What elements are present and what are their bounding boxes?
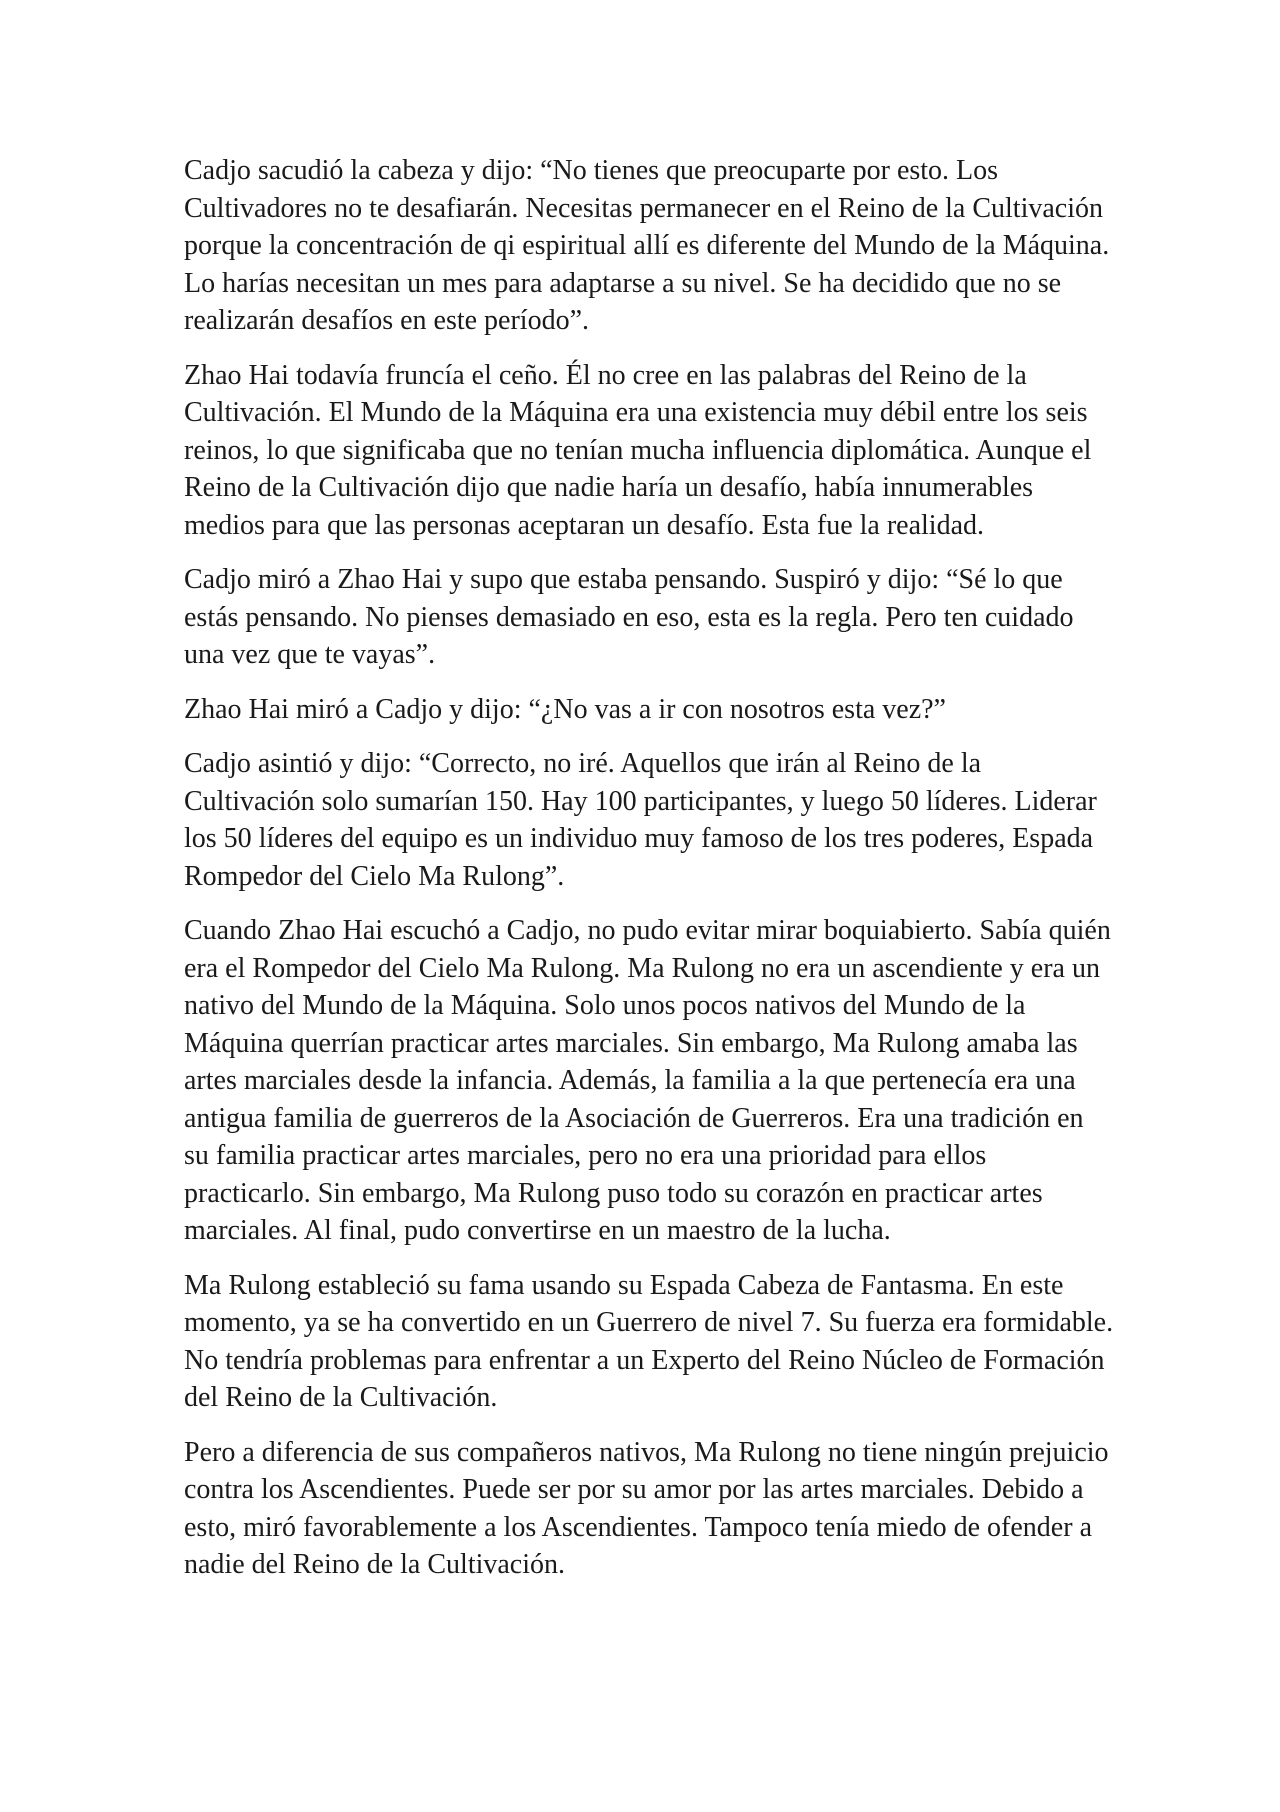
paragraph: Zhao Hai miró a Cadjo y dijo: “¿No vas a ir con nosotros esta vez?”	[184, 693, 946, 725]
paragraph: Zhao Hai todavía fruncía el ceño. Él no cree en las palabras del Reino de la Cultivación. El Mundo de la Máquina era una existencia muy débil entre los seis reinos, lo que significaba que no tenían mucha influencia diplomática. Aunque el Reino de la Cultivación dijo que nadie haría un desafío, había innumerables medios para que las personas aceptaran un desafío. Esta fue la realidad.	[184, 359, 1092, 541]
paragraph: Pero a diferencia de sus compañeros nativos, Ma Rulong no tiene ningún prejuicio contra los Ascendientes. Puede ser por su amor por las artes marciales. Debido a esto, miró favorablemente a los Ascendientes. Tampoco tenía miedo de ofender a nadie del Reino de la Cultivación.	[184, 1436, 1109, 1580]
paragraph: Cadjo asintió y dijo: “Correcto, no iré. Aquellos que irán al Reino de la Cultivación solo sumarían 150. Hay 100 participantes, y luego 50 líderes. Liderar los 50 líderes del equipo es un individuo muy famoso de los tres poderes, Espada Rompedor del Cielo Ma Rulong”.	[184, 748, 1097, 892]
document-body	[184, 152, 1114, 1601]
paragraph: Cadjo miró a Zhao Hai y supo que estaba pensando. Suspiró y dijo: “Sé lo que estás pensando. No pienses demasiado en eso, esta es la regla. Pero ten cuidado una vez que te vayas”.	[184, 564, 1074, 670]
paragraph: Cadjo sacudió la cabeza y dijo: “No tienes que preocuparte por esto. Los Cultivadores no te desafiarán. Necesitas permanecer en el Reino de la Cultivación porque la concentración de qi espiritual allí es diferente del Mundo de la Máquina. Lo harías necesitan un mes para adaptarse a su nivel. Se ha decidido que no se realizarán desafíos en este período”.	[184, 155, 1110, 336]
paragraph: Cuando Zhao Hai escuchó a Cadjo, no pudo evitar mirar boquiabierto. Sabía quién era el Rompedor del Cielo Ma Rulong. Ma Rulong no era un ascendiente y era un nativo del Mundo de la Máquina. Solo unos pocos nativos del Mundo de la Máquina querrían practicar artes marciales. Sin embargo, Ma Rulong amaba las artes marciales desde la infancia. Además, la familia a la que pertenecía era una antigua familia de guerreros de la Asociación de Guerreros. Era una tradición en su familia practicar artes marciales, pero no era una prioridad para ellos practicarlo. Sin embargo, Ma Rulong puso todo su corazón en practicar artes marciales. Al final, pudo convertirse en un maestro de la lucha.	[184, 915, 1111, 1246]
paragraph: Ma Rulong estableció su fama usando su Espada Cabeza de Fantasma. En este momento, ya se ha convertido en un Guerrero de nivel 7. Su fuerza era formidable. No tendría problemas para enfrentar a un Experto del Reino Núcleo de Formación del Reino de la Cultivación.	[184, 1269, 1114, 1413]
